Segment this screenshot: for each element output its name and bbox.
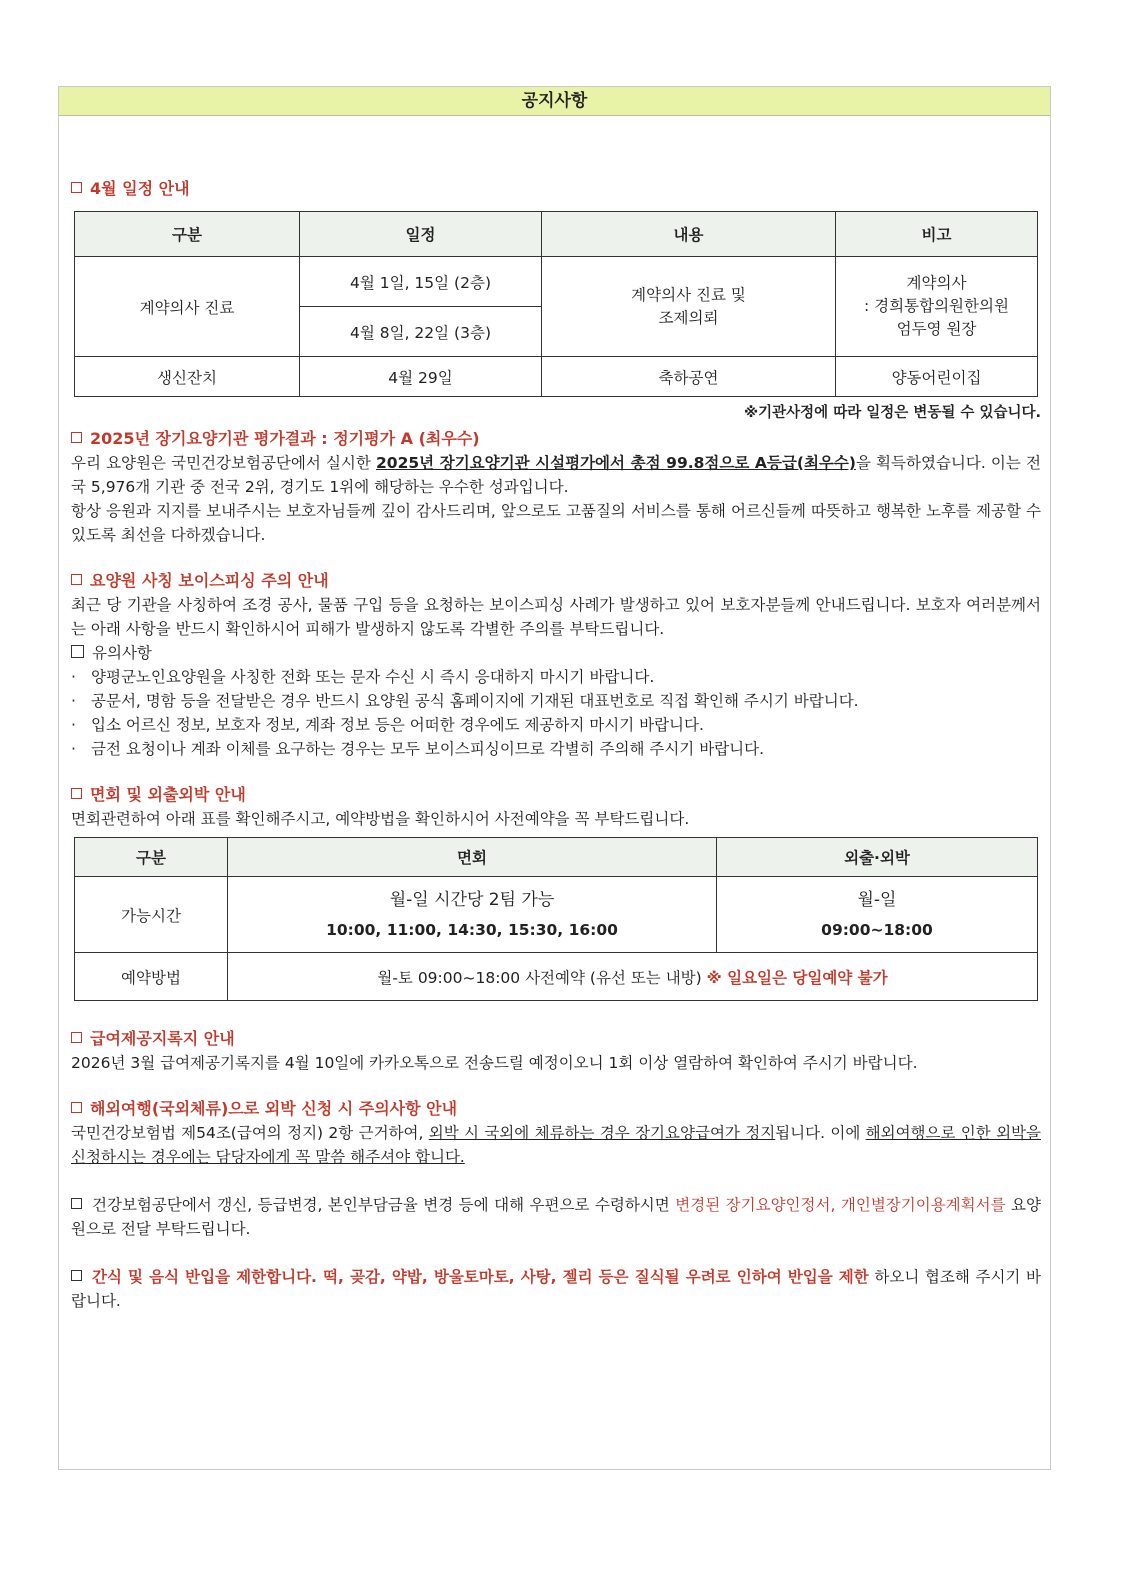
visit-table xyxy=(74,837,1038,1001)
checkbox-icon xyxy=(71,1102,82,1113)
eval-paragraph-2: 항상 응원과 지지를 보내주시는 보호자님들께 깊이 감사드리며, 앞으로도 고품질의 서비스를 통해 어르신들께 따뜻하고 행복한 노후를 제공할 수 있도록 최선을 다하겠습니다. xyxy=(71,502,1041,544)
table-cell: 계약의사 진료 및 조제의뢰 xyxy=(542,257,836,357)
schedule-note: ※기관사정에 따라 일정은 변동될 수 있습니다. xyxy=(744,405,1041,421)
section-title-april: 4월 일정 안내 xyxy=(71,177,1041,201)
table-cell: 계약의사 : 경희통합의원한의원 엄두영 원장 xyxy=(836,257,1038,357)
phishing-list-title: 유의사항 xyxy=(71,641,1041,665)
table-header: 일정 xyxy=(300,212,542,257)
notice-frame xyxy=(58,86,1051,1470)
table-cell: 예약방법 xyxy=(75,953,228,1001)
table-header: 면회 xyxy=(228,838,717,877)
table-cell: 월-일 시간당 2팀 가능 10:00, 11:00, 14:30, 15:30, 16:00 xyxy=(228,877,717,953)
checkbox-icon xyxy=(71,432,82,443)
table-cell: 월-일 09:00~18:00 xyxy=(717,877,1038,953)
table-header: 구분 xyxy=(75,212,300,257)
overseas-text: 국민건강보험법 제54조(급여의 정지) 2항 근거하여, 외박 시 국외에 체류하는 경우 장기요양급여가 정지됩니다. 이에 해외여행으로 인한 외박을 신청하시는 경우에는 담당자에게 꼭 말씀 해주셔야 합니다. xyxy=(71,1124,1041,1166)
list-item: · 양평군노인요양원을 사칭한 전화 또는 문자 수신 시 즉시 응대하지 마시기 바랍니다. xyxy=(71,668,655,686)
table-cell: 가능시간 xyxy=(75,877,228,953)
table-cell: 양동어린이집 xyxy=(836,357,1038,397)
checkbox-icon xyxy=(71,1270,82,1281)
list-item: · 입소 어르신 정보, 보호자 정보, 계좌 정보 등은 어떠한 경우에도 제공하지 마시기 바랍니다. xyxy=(71,716,704,734)
food-notice: 간식 및 음식 반입을 제한합니다. 떡, 곶감, 약밥, 방울토마토, 사탕, 젤리 등은 질식될 우려로 인하여 반입을 제한 하오니 협조해 주시기 바랍니다. xyxy=(71,1268,1041,1310)
table-header: 내용 xyxy=(542,212,836,257)
phishing-intro: 최근 당 기관을 사칭하여 조경 공사, 물품 구입 등을 요청하는 보이스피싱 사례가 발생하고 있어 보호자분들께 안내드립니다. 보호자 여러분께서는 아래 사항을 반드시 확인하시어 피해가 발생하지 않도록 각별한 주의를 부탁드립니다. xyxy=(71,596,1041,638)
table-cell: 생신잔치 xyxy=(75,357,300,397)
benefit-text: 2026년 3월 급여제공기록지를 4월 10일에 카카오톡으로 전송드릴 예정이오니 1회 이상 열람하여 확인하여 주시기 바랍니다. xyxy=(71,1054,918,1072)
section-title-eval: 2025년 장기요양기관 평가결과 : 정기평가 A (최우수) xyxy=(71,427,1041,451)
table-cell: 축하공연 xyxy=(542,357,836,397)
checkbox-icon xyxy=(71,574,82,585)
square-icon xyxy=(71,645,84,658)
section-title-visit: 면회 및 외출외박 안내 xyxy=(71,783,1041,807)
checkbox-icon xyxy=(71,1198,82,1209)
table-cell: 계약의사 진료 xyxy=(75,257,300,357)
table-cell: 4월 29일 xyxy=(300,357,542,397)
section-title-phishing: 요양원 사칭 보이스피싱 주의 안내 xyxy=(71,569,1041,593)
page-title: 공지사항 xyxy=(59,87,1050,116)
section-title-overseas: 해외여행(국외체류)으로 외박 신청 시 주의사항 안내 xyxy=(71,1097,1041,1121)
table-cell: 월-토 09:00~18:00 사전예약 (유선 또는 내방) ※ 일요일은 당일예약 불가 xyxy=(228,953,1038,1001)
list-item: · 공문서, 명함 등을 전달받은 경우 반드시 요양원 공식 홈페이지에 기재된 대표번호로 직접 확인해 주시기 바랍니다. xyxy=(71,692,859,710)
checkbox-icon xyxy=(71,788,82,799)
checkbox-icon xyxy=(71,1032,82,1043)
table-cell: 4월 1일, 15일 (2층) xyxy=(300,257,542,307)
april-schedule-table xyxy=(74,211,1038,397)
notice-content xyxy=(71,177,1041,1313)
table-header: 외출·외박 xyxy=(717,838,1038,877)
section-title-benefit: 급여제공지록지 안내 xyxy=(71,1027,1041,1051)
table-cell: 4월 8일, 22일 (3층) xyxy=(300,307,542,357)
eval-paragraph-1: 우리 요양원은 국민건강보험공단에서 실시한 2025년 장기요양기관 시설평가에서 총점 99.8점으로 A등급(최우수)을 획득하였습니다. 이는 전국 5,976개 기관 중 전국 2위, 경기도 1위에 해당하는 우수한 성과입니다. xyxy=(71,454,1041,496)
table-header: 구분 xyxy=(75,838,228,877)
insurance-notice: 건강보험공단에서 갱신, 등급변경, 본인부담금율 변경 등에 대해 우편으로 수령하시면 변경된 장기요양인정서, 개인별장기이용계획서를 요양원으로 전달 부탁드립니다. xyxy=(71,1196,1042,1238)
table-header: 비고 xyxy=(836,212,1038,257)
checkbox-icon xyxy=(71,182,82,193)
list-item: · 금전 요청이나 계좌 이체를 요구하는 경우는 모두 보이스피싱이므로 각별히 주의해 주시기 바랍니다. xyxy=(71,740,765,758)
visit-intro: 면회관련하여 아래 표를 확인해주시고, 예약방법을 확인하시어 사전예약을 꼭 부탁드립니다. xyxy=(71,810,690,828)
